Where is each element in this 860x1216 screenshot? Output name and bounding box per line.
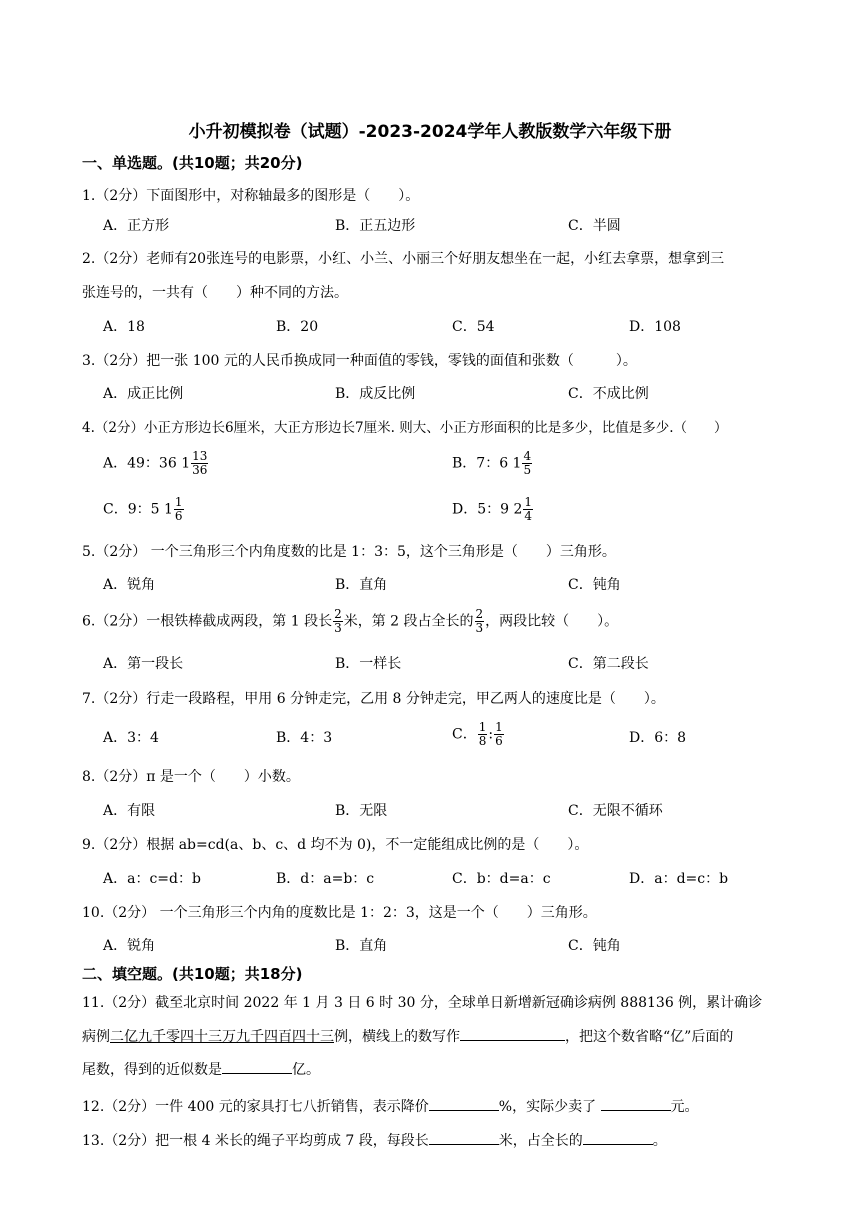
fraction-numerator: 2 — [334, 607, 342, 621]
fraction-denominator: 36 — [192, 463, 208, 477]
q4-option-a-text: A．49：36 1 — [103, 455, 191, 472]
question-5: 5.（2分） 一个三角形三个内角度数的比是 1：3：5，这个三角形是（ ）三角形。 — [82, 544, 616, 560]
q11-text-a: 病例 — [82, 1029, 110, 1045]
q7-option-b: B．4：3 — [276, 730, 333, 746]
q3-option-c: C．不成比例 — [568, 386, 649, 402]
q11-underlined-number: 二亿九千零四十三万九千四百四十三 — [110, 1029, 334, 1045]
q12-answer-blank-2 — [601, 1098, 671, 1111]
q4-option-b — [452, 450, 533, 477]
fraction-numerator: 1 — [524, 495, 533, 509]
q7-option-d: D．6：8 — [629, 730, 687, 746]
q13-text-1: 13.（2分）把一根 4 米长的绳子平均剪成 7 段，每段长 — [82, 1133, 429, 1149]
question-10: 10.（2分） 一个三角形三个内角的度数比是 1：2：3，这是一个（ ）三角形。 — [82, 905, 597, 921]
question-7: 7.（2分）行走一段路程，甲用 6 分钟走完，乙用 8 分钟走完，甲乙两人的速度比是（ ）。 — [82, 691, 665, 707]
q10-option-c: C．钝角 — [568, 938, 621, 954]
q4-option-d-fraction — [523, 496, 533, 523]
q6-fraction-2 — [475, 608, 485, 635]
fraction-denominator: 3 — [475, 621, 484, 635]
section-heading-single-choice: 一、单选题。(共10题；共20分) — [82, 154, 303, 172]
question-12 — [82, 1096, 699, 1116]
q13-text-3: 。 — [652, 1133, 667, 1149]
q8-option-c: C．无限不循环 — [568, 803, 663, 819]
q8-option-a: A．有限 — [103, 803, 156, 819]
q10-option-b: B．直角 — [335, 938, 388, 954]
q6-option-b: B．一样长 — [335, 656, 402, 672]
q7-option-c-label: C． — [452, 726, 477, 743]
question-2-line-2: 张连号的，一共有（ ）种不同的方法。 — [82, 285, 348, 301]
q4-option-a-fraction — [191, 450, 208, 477]
fraction-denominator: 3 — [334, 621, 342, 635]
q9-option-d: D．a：d=c：b — [629, 871, 729, 887]
q11-answer-blank-2 — [222, 1061, 292, 1074]
q4-option-b-text: B．7：6 1 — [452, 455, 522, 472]
fraction-numerator: 1 — [174, 495, 183, 509]
q6-option-a: A．第一段长 — [103, 656, 184, 672]
q7-option-c-separator: : — [488, 726, 494, 743]
q6-fraction-1 — [333, 608, 343, 635]
fraction-denominator: 8 — [478, 734, 487, 748]
q12-text-2: %，实际少卖了 — [498, 1099, 601, 1115]
q10-option-a: A．锐角 — [103, 938, 156, 954]
q11-text-e: 亿。 — [292, 1062, 320, 1078]
q7-option-a: A．3：4 — [103, 730, 159, 746]
q9-option-a: A．a：c=d：b — [103, 871, 201, 887]
question-11-line-3 — [82, 1059, 320, 1079]
q2-option-d: D．108 — [629, 319, 681, 335]
q5-option-a: A．锐角 — [103, 577, 156, 593]
q7-option-c-fraction-2 — [494, 721, 504, 748]
q8-option-b: B．无限 — [335, 803, 388, 819]
question-3: 3.（2分）把一张 100 元的人民币换成同一种面值的零钱，零钱的面值和张数（ ）。 — [82, 353, 637, 369]
fraction-numerator: 1 — [478, 720, 487, 734]
question-6 — [82, 608, 618, 635]
fraction-denominator: 6 — [495, 734, 503, 748]
fraction-numerator: 13 — [192, 449, 208, 463]
question-4: 4.（2分）小正方形边长6厘米，大正方形边长7厘米. 则大、小正方形面积的比是多少，比值是多少.（ ） — [82, 420, 728, 436]
q1-option-a: A．正方形 — [103, 218, 170, 234]
q4-option-c — [103, 496, 185, 523]
q6-text-1: 6.（2分）一根铁棒截成两段，第 1 段长 — [82, 613, 333, 630]
question-11-line-1: 11.（2分）截至北京时间 2022 年 1 月 3 日 6 时 30 分，全球单日新增新冠确诊病例 888136 例，累计确诊 — [82, 995, 763, 1011]
q3-option-a: A．成正比例 — [103, 386, 184, 402]
q1-option-c: C．半圆 — [568, 218, 621, 234]
q2-option-a: A．18 — [103, 319, 145, 335]
question-13 — [82, 1130, 667, 1150]
q12-text-1: 12.（2分）一件 400 元的家具打七八折销售，表示降价 — [82, 1099, 429, 1115]
q6-text-2: 米，第 2 段占全长的 — [343, 613, 474, 630]
q11-text-c: ，把这个数省略“亿”后面的 — [565, 1029, 734, 1045]
q5-option-c: C．钝角 — [568, 577, 621, 593]
q12-answer-blank-1 — [429, 1098, 499, 1111]
q4-option-d — [452, 496, 534, 523]
q4-option-d-text: D．5：9 2 — [452, 501, 523, 518]
q6-option-c: C．第二段长 — [568, 656, 649, 672]
q13-answer-blank-2 — [583, 1132, 653, 1145]
q7-option-c — [452, 721, 505, 748]
page-title: 小升初模拟卷（试题）-2023-2024学年人教版数学六年级下册 — [188, 122, 672, 142]
section-heading-fill-blank: 二、填空题。(共10题；共18分) — [82, 965, 303, 983]
q5-option-b: B．直角 — [335, 577, 388, 593]
q4-option-b-fraction — [522, 450, 532, 477]
q4-option-a — [103, 450, 209, 477]
q4-option-c-fraction — [174, 496, 184, 523]
fraction-denominator: 6 — [174, 509, 183, 523]
q13-answer-blank-1 — [429, 1132, 499, 1145]
fraction-numerator: 4 — [523, 449, 532, 463]
q2-option-b: B．20 — [276, 319, 319, 335]
q2-option-c: C．54 — [452, 319, 495, 335]
question-2-line-1: 2.（2分）老师有20张连号的电影票，小红、小兰、小丽三个好朋友想坐在一起，小红去拿票，想拿到三 — [82, 251, 725, 267]
q11-text-d: 尾数，得到的近似数是 — [82, 1062, 222, 1078]
q9-option-b: B．d：a=b：c — [276, 871, 375, 887]
q12-text-3: 元。 — [670, 1099, 699, 1115]
fraction-denominator: 4 — [524, 509, 533, 523]
q1-option-b: B．正五边形 — [335, 218, 416, 234]
q6-text-3: ，两段比较（ ）。 — [485, 613, 619, 630]
q13-text-2: 米，占全长的 — [498, 1133, 583, 1149]
fraction-denominator: 5 — [523, 463, 532, 477]
q11-answer-blank-1 — [460, 1028, 565, 1041]
q7-option-c-fraction-1 — [478, 721, 488, 748]
question-8: 8.（2分）π 是一个（ ）小数。 — [82, 769, 300, 785]
fraction-numerator: 1 — [495, 720, 503, 734]
q11-text-b: 例，横线上的数写作 — [334, 1029, 460, 1045]
question-1: 1.（2分）下面图形中，对称轴最多的图形是（ ）。 — [82, 188, 420, 204]
q3-option-b: B．成反比例 — [335, 386, 416, 402]
q4-option-c-text: C．9：5 1 — [103, 501, 173, 518]
q9-option-c: C．b：d=a：c — [452, 871, 551, 887]
fraction-numerator: 2 — [475, 607, 484, 621]
question-11-line-2 — [82, 1026, 733, 1046]
question-9: 9.（2分）根据 ab=cd(a、b、c、d 均不为 0)，不一定能组成比例的是（ ）。 — [82, 837, 589, 853]
